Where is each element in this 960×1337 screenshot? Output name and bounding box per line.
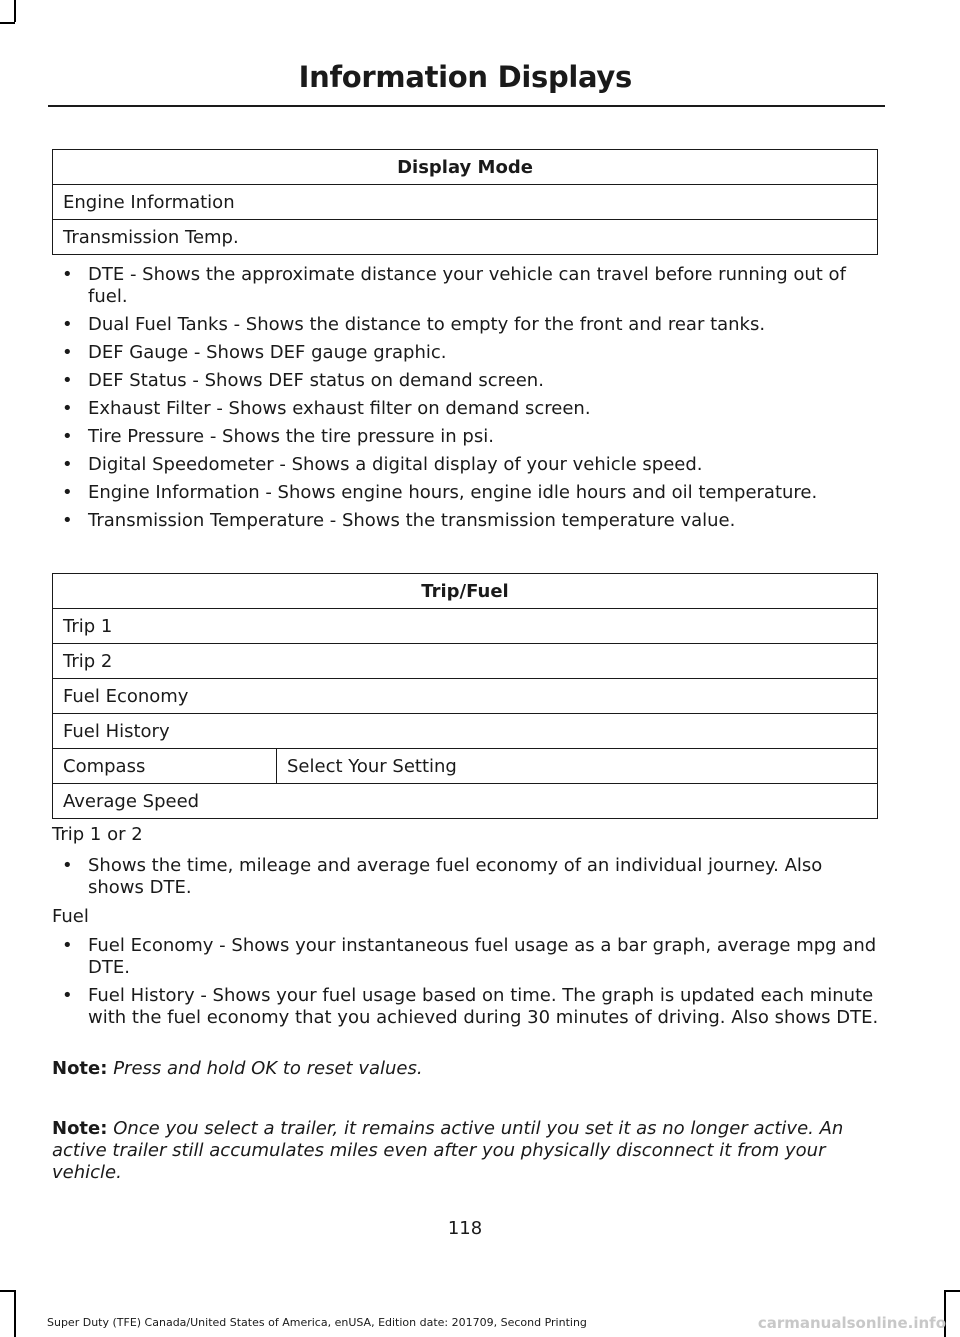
header-rule xyxy=(48,105,885,107)
crop-mark xyxy=(14,1290,16,1337)
trip-section-list xyxy=(62,855,880,899)
list-item: • Shows the time, mileage and average fuel economy of an individual journey. Also shows DTE. xyxy=(62,855,880,899)
fuel-section-heading: Fuel xyxy=(52,906,89,927)
list-item: • DTE - Shows the approximate distance your vehicle can travel before running out of fuel. xyxy=(62,264,880,308)
table-row: Engine Information xyxy=(53,185,878,220)
list-item: • DEF Gauge - Shows DEF gauge graphic. xyxy=(62,342,880,364)
display-mode-table xyxy=(52,149,878,255)
note-text: Press and hold OK to reset values. xyxy=(113,1058,423,1079)
page-number: 118 xyxy=(447,1218,483,1239)
watermark: carmanualsonline.info xyxy=(757,1314,946,1332)
table-row: Fuel Economy xyxy=(53,679,878,714)
table-heading: Trip/Fuel xyxy=(53,574,878,609)
crop-mark xyxy=(944,1290,960,1292)
table-heading: Display Mode xyxy=(53,150,878,185)
table-row: Trip 2 xyxy=(53,644,878,679)
footer: Super Duty (TFE) Canada/United States of America, enUSA, Edition date: 201709, Second Printing xyxy=(47,1316,587,1329)
fuel-section-list xyxy=(62,935,880,1029)
trip-section-heading: Trip 1 or 2 xyxy=(52,824,143,845)
table-row: Fuel History xyxy=(53,714,878,749)
note-text: Once you select a trailer, it remains active until you set it as no longer active. An active trailer still accumulates miles even after you physically disconnect it from your vehicle. xyxy=(52,1118,844,1183)
note-label: Note: xyxy=(52,1118,108,1139)
list-item: • Exhaust Filter - Shows exhaust filter on demand screen. xyxy=(62,398,880,420)
list-item: • Digital Speedometer - Shows a digital display of your vehicle speed. xyxy=(62,454,880,476)
compass-setting-cell: Select Your Setting xyxy=(277,749,878,784)
crop-mark xyxy=(0,22,15,24)
table-row: Trip 1 xyxy=(53,609,878,644)
list-item: • DEF Status - Shows DEF status on demand screen. xyxy=(62,370,880,392)
crop-mark xyxy=(14,0,16,22)
page-title: Information Displays xyxy=(298,60,632,94)
table-row: Average Speed xyxy=(53,784,878,819)
crop-mark xyxy=(0,1290,15,1292)
trip-fuel-table xyxy=(52,573,878,819)
list-item: • Transmission Temperature - Shows the transmission temperature value. xyxy=(62,510,880,532)
list-item: • Dual Fuel Tanks - Shows the distance to empty for the front and rear tanks. xyxy=(62,314,880,336)
list-item: • Engine Information - Shows engine hours, engine idle hours and oil temperature. xyxy=(62,482,880,504)
note xyxy=(52,1058,880,1080)
list-item: • Fuel Economy - Shows your instantaneous fuel usage as a bar graph, average mpg and DTE. xyxy=(62,935,880,979)
display-mode-list xyxy=(62,264,880,532)
list-item: • Fuel History - Shows your fuel usage based on time. The graph is updated each minute with the fuel economy that you achieved during 30 minutes of driving. Also shows DTE. xyxy=(62,985,880,1029)
list-item: • Tire Pressure - Shows the tire pressure in psi. xyxy=(62,426,880,448)
compass-cell: Compass xyxy=(53,749,277,784)
note-label: Note: xyxy=(52,1058,108,1079)
note xyxy=(52,1118,880,1184)
table-row: Transmission Temp. xyxy=(53,220,878,255)
